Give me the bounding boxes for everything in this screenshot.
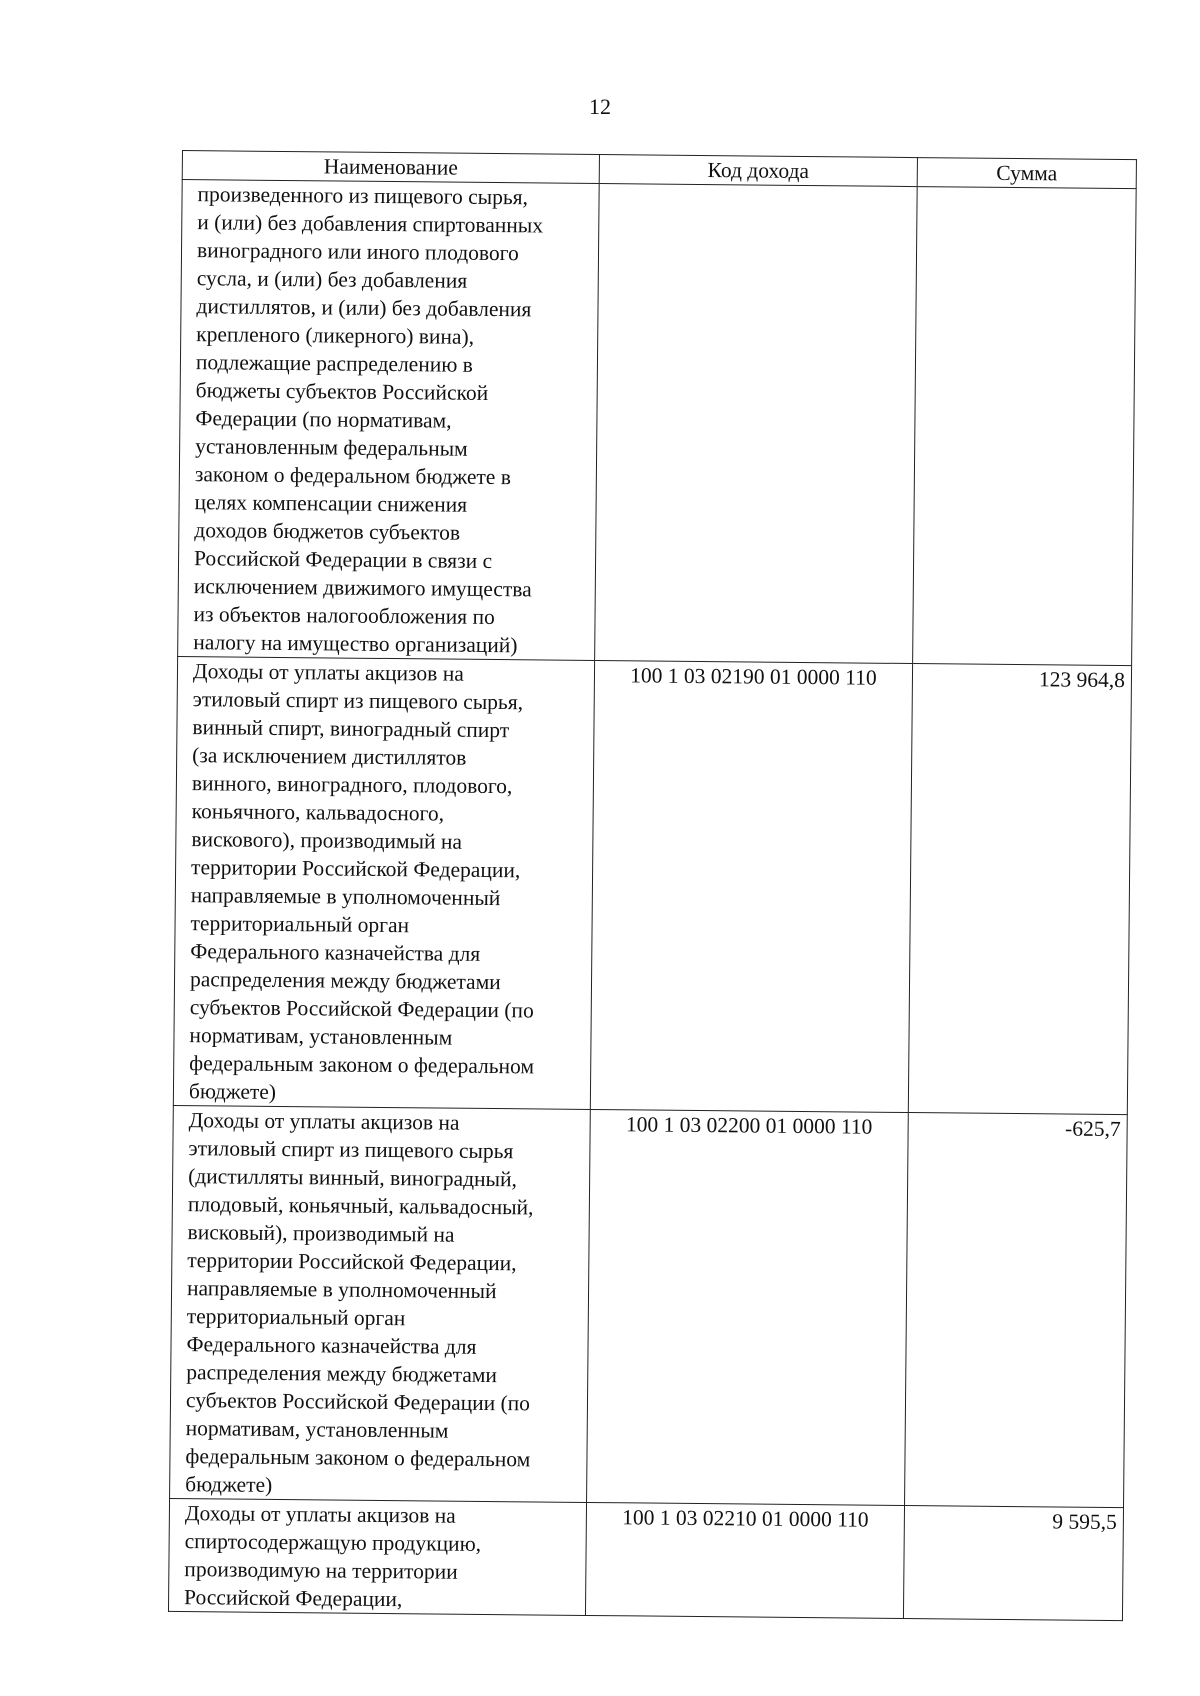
table-row	[173, 656, 1131, 1114]
row-name-cell: Доходы от уплаты акцизов на этиловый спирт из пищевого сырья (дистилляты винный, виноградный, плодовый, коньячный, кальвадосный, висковый), производимый на территории Российской Федерации, направляемые в уполномоченный территориальный орган Федерального казначейства для распределения между бюджетами субъектов Российской Федерации (по нормативам, установленным федеральным законом о федеральном бюджете)	[170, 1105, 591, 1502]
row-name-cell: Доходы от уплаты акцизов на этиловый спирт из пищевого сырья, винный спирт, виноградный спирт (за исключением дистиллятов винного, виноградного, плодового, коньячного, кальвадосного, вискового), производимый на территории Российской Федерации, направляемые в уполномоченный территориальный орган Федерального казначейства для распределения между бюджетами субъектов Российской Федерации (по нормативам, установленным федеральным законом о федеральном бюджете)	[173, 656, 594, 1109]
row-name-cell: произведенного из пищевого сырья, и (или) без добавления спиртованных виноградного или иного плодового сусла, и (или) без добавления дистиллятов, и (или) без добавления крепленого (ликерного) вина), подлежащие распределению в бюджеты субъектов Российской Федерации (по нормативам, установленным федеральным законом о федеральном бюджете в целях компенсации снижения доходов бюджетов субъектов Российской Федерации в связи с исключением движимого имущества из объектов налогообложения по налогу на имущество организаций)	[178, 180, 600, 661]
row-sum-cell: 9 595,5	[903, 1505, 1123, 1620]
header-code: Код дохода	[599, 155, 917, 187]
table-row	[168, 1498, 1123, 1620]
page-number: 12	[589, 94, 611, 119]
header-name: Наименование	[182, 151, 599, 184]
row-sum-cell: -625,7	[905, 1113, 1128, 1508]
row-code-cell: 100 1 03 02200 01 0000 110	[587, 1109, 909, 1505]
table-row	[178, 180, 1137, 666]
row-name-cell: Доходы от уплаты акцизов на спиртосодержащую продукцию, производимую на территории Российской Федерации,	[168, 1498, 586, 1615]
row-code-cell: 100 1 03 02210 01 0000 110	[585, 1502, 904, 1618]
revenue-table	[168, 150, 1137, 1621]
row-sum-cell: 123 964,8	[908, 664, 1131, 1115]
row-sum-cell	[913, 187, 1137, 666]
row-code-cell: 100 1 03 02190 01 0000 110	[590, 660, 912, 1112]
table-row	[170, 1105, 1128, 1507]
header-sum: Сумма	[917, 158, 1136, 189]
table-body	[168, 180, 1136, 1621]
row-code-cell	[595, 184, 918, 664]
